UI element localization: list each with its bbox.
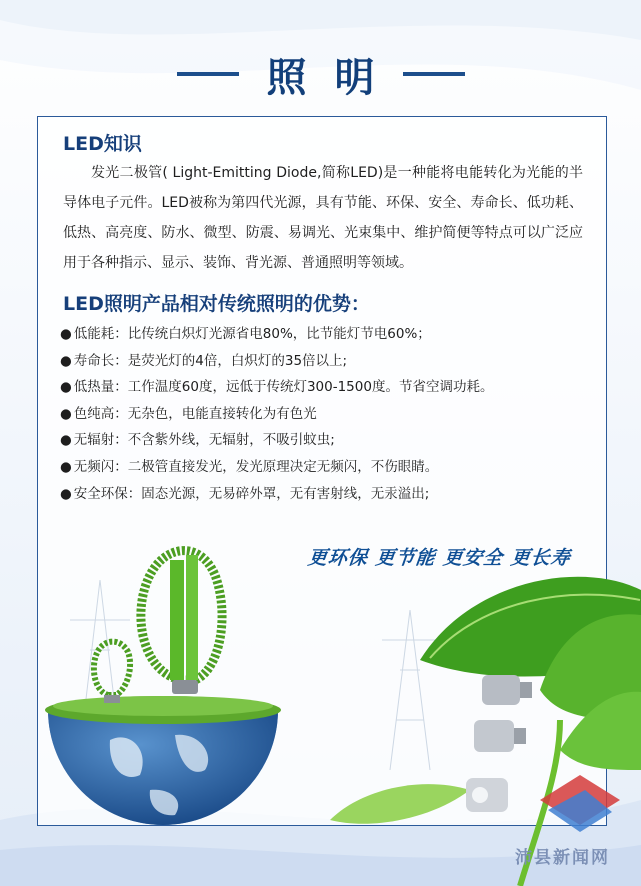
- list-item: ● 寿命长：是荧光灯的4倍，白炽灯的35倍以上;: [60, 352, 348, 369]
- bullet-icon: ●: [60, 485, 72, 502]
- eco-bulb-illustration: [0, 520, 641, 886]
- advantages-list: [60, 321, 493, 507]
- watermark-text: 沛县新闻网: [515, 848, 610, 868]
- bullet-icon: ●: [60, 458, 72, 475]
- list-item: ● 低热量：工作温度60度，远低于传统灯300-1500度。节省空调功耗。: [60, 379, 494, 396]
- led-knowledge-heading: LED知识: [63, 133, 142, 155]
- list-item: ● 色纯高：无杂色，电能直接转化为有色光: [60, 405, 317, 422]
- title-right-dash: [403, 72, 465, 76]
- earth-globe-icon: [48, 710, 278, 825]
- bullet-icon: ●: [60, 326, 72, 342]
- led-knowledge-paragraph: 发光二极管( Light-Emitting Diode,简称LED)是一种能将电能转化为光能的半导体电子元件。LED被称为第四代光源，具有节能、环保、安全、寿命长、低功耗、低热、高亮度、防水、微型、防震、易调光、光束集中、维护简便等特点可以广泛应用于各种指示、显示、装饰、背光源、普通照明等领域。: [63, 165, 583, 271]
- slogan-text: 更环保 更节能 更安全 更长寿: [306, 547, 572, 569]
- led-lamp-icon: [466, 675, 532, 812]
- bullet-icon: ●: [60, 405, 72, 422]
- bullet-icon: ●: [60, 352, 72, 369]
- page-title-bar: [0, 44, 641, 104]
- leafy-bulb-small-icon: [94, 642, 130, 703]
- bullet-icon: ●: [60, 379, 72, 396]
- title-left-dash: [177, 72, 239, 76]
- list-item: ● 安全环保：固态光源，无易碎外罩，无有害射线，无汞溢出;: [60, 485, 430, 502]
- leafy-bulb-icon: [141, 551, 222, 694]
- bullet-icon: ●: [60, 432, 72, 449]
- list-item: ● 无辐射：不含紫外线，无辐射，不吸引蚊虫;: [60, 432, 335, 449]
- list-item: ● 低能耗：比传统白炽灯光源省电80%，比节能灯节电60%；: [60, 326, 431, 342]
- list-item: ● 无频闪：二极管直接发光，发光原理决定无频闪，不伤眼睛。: [60, 458, 439, 475]
- page-title: 照明: [266, 54, 403, 101]
- advantages-heading: LED照明产品相对传统照明的优势：: [63, 293, 370, 315]
